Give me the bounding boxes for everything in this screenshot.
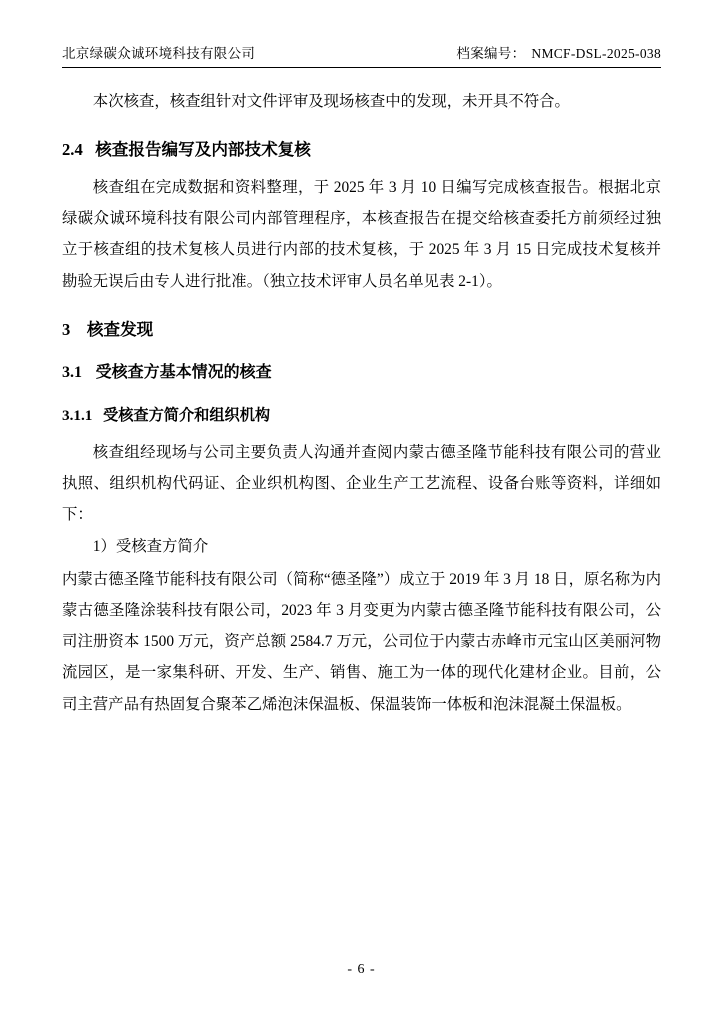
archive-number-label: 档案编号： <box>456 46 526 61</box>
heading-3-1-1-title: 受核查方简介和组织机构 <box>103 406 271 424</box>
heading-3-1-title: 受核查方基本情况的核查 <box>95 364 272 382</box>
header-archive <box>456 42 661 62</box>
heading-3-number: 3 <box>62 319 71 339</box>
list-item-1: 1）受核查方简介 <box>92 538 209 556</box>
heading-3 <box>62 314 661 346</box>
heading-3-1 <box>62 358 661 388</box>
page-footer <box>0 962 723 978</box>
header-company-name: 北京绿碳众诚环境科技有限公司 <box>62 46 256 61</box>
heading-2-4-title: 核查报告编写及内部技术复核 <box>95 140 311 160</box>
heading-3-title: 核查发现 <box>86 319 154 339</box>
paragraph-company-profile: 内蒙古德圣隆节能科技有限公司（简称“德圣隆”）成立于 2019 年 3 月 18 日，原名称为内蒙古德圣隆涂装科技有限公司，2023 年 3 月变更为内蒙古德圣隆节能科技有限公司，公司注册资本 1500 万元，资产总额 2584.7 万元，公司位于内蒙古赤峰市元宝山区美丽河物流园区，是一家集科研、开发、生产、销售、施工为一体的现代化建材企业。目前，公司主营产品有热固复合聚苯乙烯泡沫保温板、保温装饰一体板和泡沫混凝土保温板。 <box>62 570 661 713</box>
page-header <box>62 42 661 67</box>
page-number: - 6 - <box>347 962 376 977</box>
header-divider <box>62 67 661 68</box>
archive-number-value: NMCF-DSL-2025-038 <box>531 46 661 61</box>
paragraph-3-1-1: 核查组经现场与公司主要负责人沟通并查阅内蒙古德圣隆节能科技有限公司的营业执照、组织机构代码证、企业织机构图、企业生产工艺流程、设备台账等资料，详细如下： <box>62 443 661 524</box>
heading-3-1-1 <box>62 402 661 431</box>
heading-2-4 <box>62 134 661 166</box>
heading-3-1-1-number: 3.1.1 <box>62 406 93 424</box>
paragraph-2-4: 核查组在完成数据和资料整理，于 2025 年 3 月 10 日编写完成核查报告。根据北京绿碳众诚环境科技有限公司内部管理程序，本核查报告在提交给核查委托方前须经过独立于核查组的技术复核人员进行内部的技术复核，于 2025 年 3 月 15 日完成技术复核并勘验无误后由专人进行批准。（独立技术评审人员名单见表 2-1）。 <box>62 178 661 290</box>
intro-paragraph: 本次核查，核查组针对文件评审及现场核查中的发现，未开具不符合。 <box>92 93 570 110</box>
heading-2-4-number: 2.4 <box>62 140 83 160</box>
heading-3-1-number: 3.1 <box>62 364 82 382</box>
document-body <box>62 86 661 720</box>
